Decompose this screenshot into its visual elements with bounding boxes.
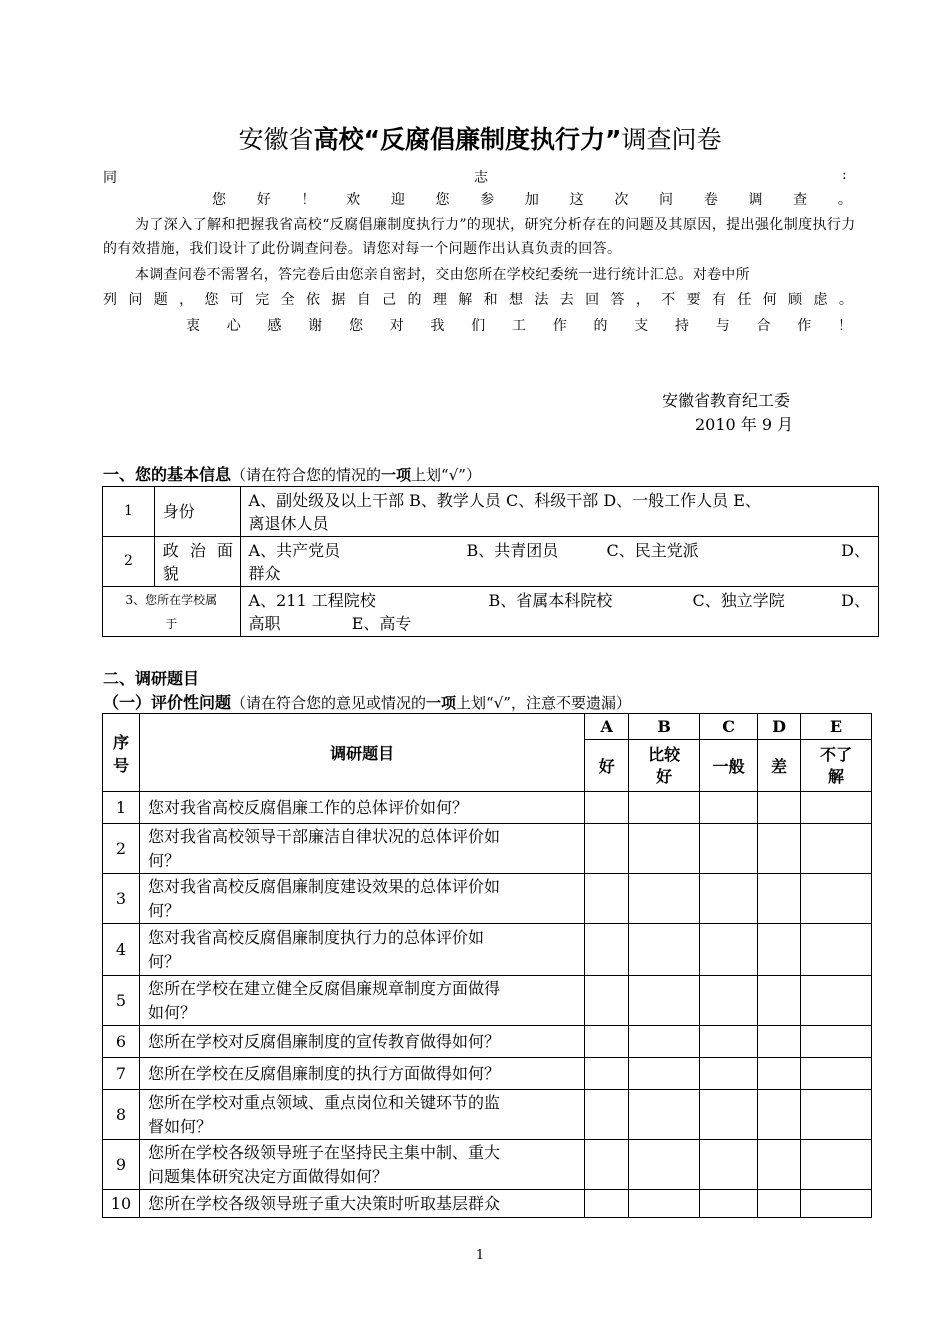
intro-char: 顾 bbox=[788, 292, 803, 308]
question-text: 您所在学校对重点领域、重点岗位和关键环节的监 督如何？ bbox=[139, 1090, 584, 1140]
survey-row bbox=[103, 824, 872, 874]
intro-char: 不 bbox=[661, 292, 676, 308]
answer-cell-d[interactable] bbox=[758, 824, 801, 874]
welcome-char: 参 bbox=[480, 192, 495, 208]
answer-cell-d[interactable] bbox=[758, 1190, 801, 1218]
intro-char: 理 bbox=[432, 292, 447, 308]
basic-info-table bbox=[102, 486, 879, 637]
intro-char: 答 bbox=[610, 292, 625, 308]
welcome-char: 。 bbox=[837, 192, 852, 208]
survey-table bbox=[102, 713, 872, 1218]
intro-char: 有 bbox=[712, 292, 726, 308]
welcome-char: 这 bbox=[569, 192, 584, 208]
question-text: 您对我省高校反腐倡廉制度建设效果的总体评价如 何？ bbox=[139, 874, 584, 924]
question-text: 您所在学校在建立健全反腐倡廉规章制度方面做得 如何？ bbox=[139, 976, 584, 1026]
survey-row bbox=[103, 976, 872, 1026]
answer-cell-c[interactable] bbox=[700, 1058, 758, 1090]
intro-char: ， bbox=[179, 292, 194, 308]
answer-cell-a[interactable] bbox=[585, 1140, 629, 1190]
row-number: 2 bbox=[103, 537, 155, 587]
survey-row bbox=[103, 1090, 872, 1140]
thanks-line bbox=[186, 315, 852, 335]
question-number: 6 bbox=[103, 1026, 140, 1058]
signature-org: 安徽省教育纪工委 bbox=[662, 391, 791, 410]
thanks-char: 们 bbox=[471, 318, 486, 334]
intro-char: 题 bbox=[153, 292, 168, 308]
intro-char: 列 bbox=[103, 292, 117, 308]
column-letter-a: A bbox=[585, 714, 629, 740]
column-letter-e: E bbox=[801, 714, 872, 740]
answer-cell-b[interactable] bbox=[629, 1140, 700, 1190]
answer-cell-e[interactable] bbox=[801, 824, 872, 874]
answer-cell-e[interactable] bbox=[801, 1190, 872, 1218]
intro-char: 虑 bbox=[813, 292, 828, 308]
answer-cell-b[interactable] bbox=[629, 1058, 700, 1090]
answer-cell-d[interactable] bbox=[758, 1090, 801, 1140]
answer-cell-a[interactable] bbox=[585, 976, 629, 1026]
question-number: 4 bbox=[103, 924, 140, 976]
rating-fairly-good: 比较好 bbox=[629, 740, 700, 792]
survey-row bbox=[103, 1058, 872, 1090]
intro-char: 何 bbox=[762, 292, 777, 308]
thanks-char: 作 bbox=[797, 318, 812, 334]
answer-cell-c[interactable] bbox=[700, 1140, 758, 1190]
column-letter-b: B bbox=[629, 714, 700, 740]
intro-char: 自 bbox=[356, 292, 371, 308]
rating-good: 好 bbox=[585, 740, 629, 792]
answer-cell-a[interactable] bbox=[585, 1090, 629, 1140]
answer-cell-a[interactable] bbox=[585, 1058, 629, 1090]
answer-cell-d[interactable] bbox=[758, 792, 801, 824]
question-number: 8 bbox=[103, 1090, 140, 1140]
school-type-options: A、211 工程院校 B、省属本科院校 C、独立学院 D、 高职 E、高专 bbox=[240, 587, 878, 637]
thanks-char: 您 bbox=[349, 318, 363, 334]
question-number: 7 bbox=[103, 1058, 140, 1090]
welcome-char: 您 bbox=[435, 192, 450, 208]
intro-char: 想 bbox=[509, 292, 523, 308]
thanks-char: 感 bbox=[267, 318, 282, 334]
answer-cell-e[interactable] bbox=[801, 792, 872, 824]
rating-average: 一般 bbox=[700, 740, 758, 792]
answer-cell-d[interactable] bbox=[758, 874, 801, 924]
column-letter-c: C bbox=[700, 714, 758, 740]
intro-paragraph-1: 为了深入了解和把握我省高校“反腐倡廉制度执行力”的现状，研究分析存在的问题及其原因，提出强化制度执行力的有效措施，我们设计了此份调查问卷。请您对每一个问题作出认真负责的回答。 bbox=[103, 217, 856, 257]
question-number: 1 bbox=[103, 792, 140, 824]
basic-info-row bbox=[103, 537, 879, 587]
survey-header-row bbox=[103, 714, 872, 740]
intro-char: 解 bbox=[458, 292, 473, 308]
intro-char: 去 bbox=[559, 292, 574, 308]
field-label-political-status: 政 治 面 貌 bbox=[154, 537, 240, 587]
intro-char: 。 bbox=[838, 292, 853, 308]
answer-cell-d[interactable] bbox=[758, 1026, 801, 1058]
rating-poor: 差 bbox=[758, 740, 801, 792]
survey-row bbox=[103, 1026, 872, 1058]
welcome-char: 次 bbox=[614, 192, 629, 208]
question-text: 您所在学校对反腐倡廉制度的宣传教育做得如何？ bbox=[139, 1026, 584, 1058]
intro-char: 全 bbox=[280, 292, 295, 308]
welcome-char: 加 bbox=[524, 192, 539, 208]
intro-paragraph-2-line-1: 本调查问卷不需署名，答完卷后由您亲自密封，交由您所在学校纪委统一进行统计汇总。对卷中所 bbox=[135, 267, 750, 283]
answer-cell-b[interactable] bbox=[629, 1190, 700, 1218]
question-text: 您所在学校在反腐倡廉制度的执行方面做得如何？ bbox=[139, 1058, 584, 1090]
thanks-char: 合 bbox=[756, 318, 771, 334]
intro-char: 的 bbox=[407, 292, 422, 308]
intro-char: 回 bbox=[585, 292, 600, 308]
answer-cell-c[interactable] bbox=[700, 1026, 758, 1058]
intro-char: 问 bbox=[128, 292, 143, 308]
question-number: 2 bbox=[103, 824, 140, 874]
intro-char: 法 bbox=[534, 292, 549, 308]
answer-cell-a[interactable] bbox=[585, 792, 629, 824]
greeting-colon: : bbox=[842, 167, 847, 183]
answer-cell-c[interactable] bbox=[700, 874, 758, 924]
thanks-char: 心 bbox=[226, 318, 241, 334]
answer-cell-c[interactable] bbox=[700, 824, 758, 874]
signature-date: 2010 年 9 月 bbox=[695, 415, 794, 434]
survey-row bbox=[103, 792, 872, 824]
field-label-school-type: 3、您所在学校属 于 bbox=[103, 587, 241, 637]
field-label-identity: 身份 bbox=[154, 487, 240, 537]
answer-cell-c[interactable] bbox=[700, 1190, 758, 1218]
answer-cell-a[interactable] bbox=[585, 924, 629, 976]
answer-cell-e[interactable] bbox=[801, 976, 872, 1026]
answer-cell-e[interactable] bbox=[801, 1026, 872, 1058]
basic-info-row bbox=[103, 487, 879, 537]
thanks-char: 支 bbox=[634, 318, 649, 334]
welcome-char: 欢 bbox=[346, 192, 361, 208]
thanks-char: ！ bbox=[838, 318, 852, 334]
question-text: 您对我省高校领导干部廉洁自律状况的总体评价如 何？ bbox=[139, 824, 584, 874]
welcome-char: 好 bbox=[256, 192, 271, 208]
intro-char: 据 bbox=[331, 292, 346, 308]
answer-cell-d[interactable] bbox=[758, 976, 801, 1026]
intro-char: 己 bbox=[382, 292, 397, 308]
thanks-char: 对 bbox=[389, 318, 404, 334]
thanks-char: 作 bbox=[552, 318, 567, 334]
welcome-char: 问 bbox=[659, 192, 674, 208]
greeting-mid: 志 bbox=[474, 170, 488, 186]
answer-cell-c[interactable] bbox=[700, 1090, 758, 1140]
page-title: 安徽省高校“反腐倡廉制度执行力”调查问卷 bbox=[238, 125, 722, 154]
section-1-heading: 一、您的基本信息（请在符合您的情况的一项上划“√”） bbox=[103, 465, 481, 484]
answer-cell-c[interactable] bbox=[700, 976, 758, 1026]
answer-cell-e[interactable] bbox=[801, 1140, 872, 1190]
question-number: 10 bbox=[103, 1190, 140, 1218]
intro-char: 和 bbox=[483, 292, 498, 308]
answer-cell-a[interactable] bbox=[585, 1190, 629, 1218]
question-text: 您所在学校各级领导班子在坚持民主集中制、重大 问题集体研究决定方面做得如何？ bbox=[139, 1140, 584, 1190]
answer-cell-e[interactable] bbox=[801, 1090, 872, 1140]
answer-cell-c[interactable] bbox=[700, 924, 758, 976]
intro-paragraph-2-line-2 bbox=[103, 289, 853, 309]
question-number: 9 bbox=[103, 1140, 140, 1190]
column-header-question: 调研题目 bbox=[139, 714, 584, 792]
answer-cell-e[interactable] bbox=[801, 1058, 872, 1090]
answer-cell-b[interactable] bbox=[629, 792, 700, 824]
welcome-char: 调 bbox=[748, 192, 763, 208]
question-text: 您对我省高校反腐倡廉制度执行力的总体评价如 何？ bbox=[139, 924, 584, 976]
column-letter-d: D bbox=[758, 714, 801, 740]
section-2-heading: 二、调研题目 bbox=[103, 669, 200, 688]
answer-cell-c[interactable] bbox=[700, 792, 758, 824]
rating-unknown: 不了解 bbox=[801, 740, 872, 792]
answer-cell-b[interactable] bbox=[629, 824, 700, 874]
answer-cell-b[interactable] bbox=[629, 924, 700, 976]
survey-rows bbox=[103, 792, 872, 1218]
intro-char: 完 bbox=[255, 292, 270, 308]
answer-cell-d[interactable] bbox=[758, 1140, 801, 1190]
answer-cell-e[interactable] bbox=[801, 924, 872, 976]
question-number: 5 bbox=[103, 976, 140, 1026]
welcome-char: 迎 bbox=[390, 192, 405, 208]
answer-cell-a[interactable] bbox=[585, 1026, 629, 1058]
answer-cell-b[interactable] bbox=[629, 874, 700, 924]
greeting-left: 同 bbox=[103, 170, 117, 186]
column-header-number: 序 号 bbox=[103, 714, 140, 792]
answer-cell-a[interactable] bbox=[585, 874, 629, 924]
answer-cell-e[interactable] bbox=[801, 874, 872, 924]
thanks-char: 与 bbox=[715, 318, 730, 334]
thanks-char: 谢 bbox=[308, 318, 323, 334]
answer-cell-b[interactable] bbox=[629, 976, 700, 1026]
intro-char: ， bbox=[635, 292, 650, 308]
identity-options: A、副处级及以上干部 B、教学人员 C、科级干部 D、一般工作人员 E、 离退休人员 bbox=[240, 487, 878, 537]
question-text: 您对我省高校反腐倡廉工作的总体评价如何？ bbox=[139, 792, 584, 824]
basic-info-row bbox=[103, 587, 879, 637]
survey-row bbox=[103, 924, 872, 976]
intro-char: 您 bbox=[204, 292, 219, 308]
intro-char: 任 bbox=[737, 292, 752, 308]
welcome-char: 查 bbox=[793, 192, 808, 208]
row-number: 1 bbox=[103, 487, 155, 537]
question-number: 3 bbox=[103, 874, 140, 924]
welcome-char: 卷 bbox=[703, 192, 718, 208]
welcome-char: ！ bbox=[301, 192, 316, 208]
intro-char: 要 bbox=[686, 292, 701, 308]
thanks-char: 工 bbox=[512, 318, 526, 334]
answer-cell-b[interactable] bbox=[629, 1026, 700, 1058]
answer-cell-a[interactable] bbox=[585, 824, 629, 874]
thanks-char: 我 bbox=[430, 318, 445, 334]
survey-row bbox=[103, 1190, 872, 1218]
intro-char: 依 bbox=[306, 292, 320, 308]
answer-cell-d[interactable] bbox=[758, 1058, 801, 1090]
welcome-line bbox=[212, 189, 852, 209]
question-text: 您所在学校各级领导班子重大决策时听取基层群众 bbox=[139, 1190, 584, 1218]
welcome-char: 您 bbox=[212, 192, 226, 208]
page-number: 1 bbox=[475, 1248, 485, 1263]
thanks-char: 的 bbox=[593, 318, 608, 334]
answer-cell-b[interactable] bbox=[629, 1090, 700, 1140]
survey-row bbox=[103, 874, 872, 924]
survey-row bbox=[103, 1140, 872, 1190]
answer-cell-d[interactable] bbox=[758, 924, 801, 976]
intro-char: 可 bbox=[229, 292, 244, 308]
thanks-char: 持 bbox=[675, 318, 689, 334]
thanks-char: 衷 bbox=[186, 318, 200, 334]
political-status-options: A、共产党员 B、共青团员 C、民主党派 D、 群众 bbox=[240, 537, 878, 587]
section-2-subheading: （一）评价性问题（请在符合您的意见或情况的一项上划“√”，注意不要遗漏） bbox=[103, 693, 631, 712]
